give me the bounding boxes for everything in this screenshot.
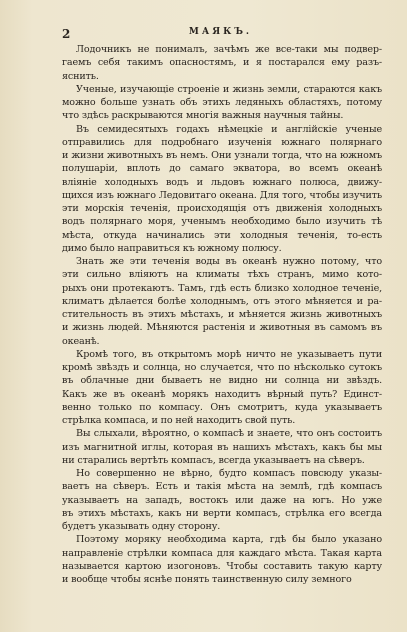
text-line: вліяніе холодныхъ водъ и льдовъ южнаго полюса, движу- — [62, 176, 382, 188]
text-line: димо было направиться къ южному полюсу. — [62, 242, 282, 254]
page-number: 2 — [62, 27, 71, 41]
text-line: Поэтому моряку необходима карта, гдѣ бы было указано — [76, 534, 382, 546]
paragraph — [62, 255, 382, 348]
text-line: стрѣлка компаса, и по ней находитъ свой путь. — [62, 415, 296, 426]
text-line: кромѣ звѣздъ и солнца, но случается, что по нѣсколько сутокъ — [62, 362, 382, 373]
text-line: что здѣсь раскрываются многія важныя научныя тайны. — [62, 110, 344, 122]
text-line: ваетъ на сѣверъ. Есть и такія мѣста на землѣ, гдѣ компасъ — [62, 481, 382, 493]
body-text — [62, 43, 382, 586]
text-line: Въ семидесятыхъ годахъ нѣмецкіе и англійскіе ученые — [76, 123, 382, 135]
text-line: Лодочникъ не понималъ, зачѣмъ же все-таки мы подвер- — [76, 44, 382, 55]
paragraph — [62, 348, 382, 428]
text-line: Но совершенно не вѣрно, будто компасъ повсюду указы- — [76, 468, 382, 479]
text-line: направленіе стрѣлки компаса для каждаго мѣста. Такая карта — [62, 547, 382, 559]
text-line: гаемъ себя такимъ опасностямъ, и я постарался ему разъ- — [62, 57, 382, 69]
text-line: мѣста, откуда начинались эти холодныя теченія, то-есть — [62, 229, 382, 241]
paragraph — [62, 467, 382, 533]
text-line: рыхъ они протекаютъ. Тамъ, гдѣ есть близко холодное теченіе, — [62, 282, 382, 294]
text-line: яснить. — [62, 70, 99, 82]
text-line: отправились для подробнаго изученія южнаго полярнаго — [62, 136, 382, 148]
text-line: эти морскія теченія, происходящія отъ движенія холодныхъ — [62, 203, 382, 214]
running-head: МАЯКЪ. — [188, 27, 253, 37]
text-line: щихся изъ южнаго Ледовитаго океана. Для того, чтобы изучить — [62, 189, 382, 201]
paragraph — [62, 123, 382, 256]
text-line: океанѣ. — [62, 335, 100, 347]
text-line: и жизни животныхъ въ немъ. Они узнали тогда, что на южномъ — [62, 150, 382, 161]
paragraph — [62, 83, 382, 123]
text-line: Ученые, изучающіе строеніе и жизнь земли, стараются какъ — [76, 83, 382, 95]
text-line: можно больше узнать объ этихъ ледяныхъ областяхъ, потому — [62, 97, 382, 108]
text-line: ни старались вертѣть компасъ, всегда указываетъ на сѣверъ. — [62, 454, 365, 466]
text-line: въ облачные дни бываетъ не видно ни солнца ни звѣздъ. — [62, 375, 382, 387]
page-header — [62, 27, 379, 41]
text-line: въ этихъ мѣстахъ, какъ ни верти компасъ, стрѣлка его всегда — [62, 507, 382, 519]
text-line: и вообще чтобы яснѣе понять таинственную силу земного — [62, 574, 352, 585]
text-line: венно только по компасу. Онъ смотритъ, куда указываетъ — [62, 401, 382, 413]
text-line: Вы слыхали, вѣроятно, о компасѣ и знаете, что онъ состоитъ — [76, 428, 382, 440]
text-line: Кромѣ того, въ открытомъ морѣ ничто не указываетъ пути — [76, 348, 382, 360]
text-line: водъ полярнаго моря, ученымъ необходимо было изучить тѣ — [62, 216, 382, 228]
text-line: эти сильно вліяютъ на климаты тѣхъ странъ, мимо кото- — [62, 269, 382, 281]
text-line: будетъ указывать одну сторону. — [62, 521, 221, 532]
text-line: стительность въ этихъ мѣстахъ, и мѣняется жизнь животныхъ — [62, 309, 382, 320]
text-line: Знать же эти теченія воды въ океанѣ нужно потому, что — [76, 256, 382, 267]
text-line: полушаріи, вплоть до самаго экватора, во всемъ океанѣ — [62, 163, 382, 175]
paragraph — [62, 427, 382, 467]
paragraph — [62, 43, 382, 83]
text-line: климатъ дѣлается болѣе холоднымъ, отъ этого мѣняется и ра- — [62, 295, 382, 307]
text-line: изъ магнитной иглы, которая въ нашихъ мѣстахъ, какъ бы мы — [62, 441, 382, 453]
text-line: Какъ же въ океанѣ морякъ находитъ вѣрный путь? Единст- — [62, 388, 382, 400]
text-line: называется картою изогоновъ. Чтобы составить такую карту — [62, 560, 382, 572]
text-line: и жизнь людей. Мѣняются растенія и животныя въ самомъ въ — [62, 322, 382, 334]
text-line: указываетъ на западъ, востокъ или даже на югъ. Но уже — [62, 494, 382, 506]
paragraph — [62, 533, 382, 586]
